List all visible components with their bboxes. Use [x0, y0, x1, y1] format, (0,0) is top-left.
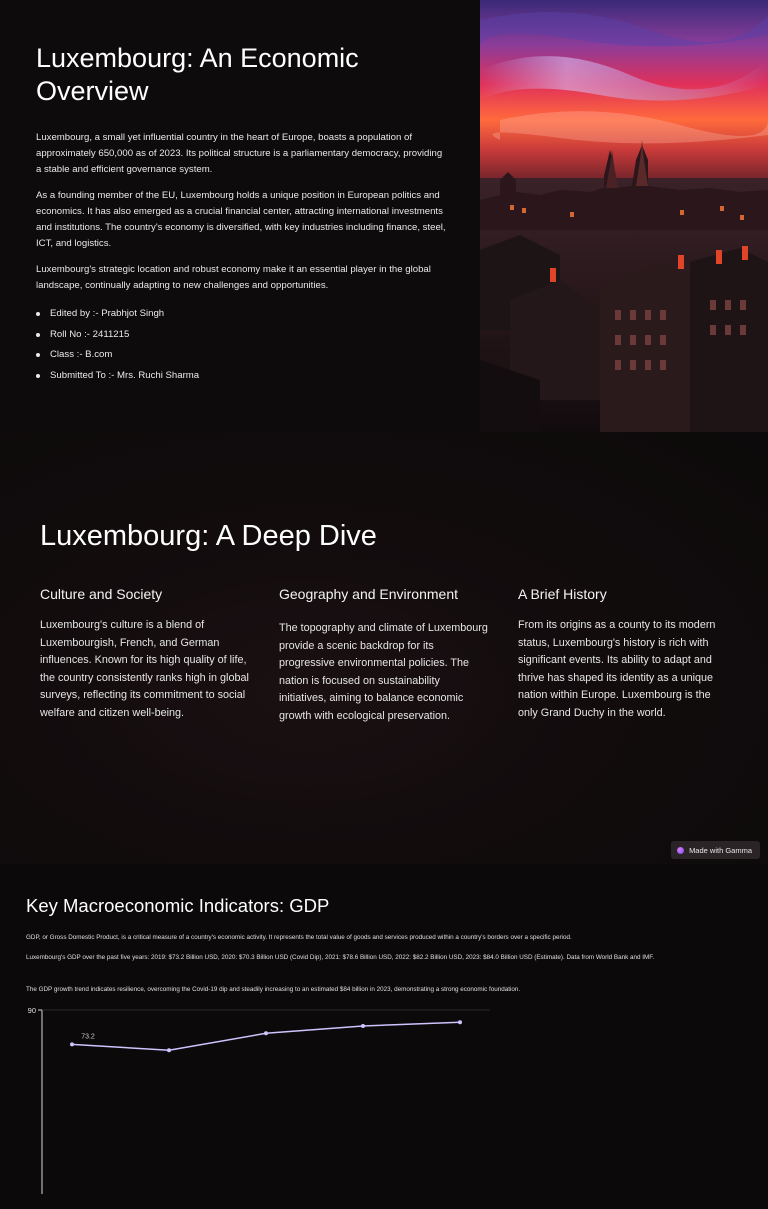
list-item — [36, 325, 446, 346]
slide-deep-dive — [0, 432, 768, 864]
overview-paragraph-3: Luxembourg's strategic location and robust economy make it an essential player in the global landscape, continually adapting to new challenges and opportunities. — [36, 264, 431, 291]
column-history — [518, 586, 728, 723]
gdp-definition: GDP, or Gross Domestic Product, is a critical measure of a country's economic activity. It represents the total value of goods and services produced within a country's borders over a specific period. — [26, 934, 572, 941]
city-skyline-image — [480, 0, 768, 432]
gdp-data-point — [361, 1024, 365, 1028]
gdp-data-point — [167, 1048, 171, 1052]
gdp-title: Key Macroeconomic Indicators: GDP — [26, 895, 330, 916]
gamma-logo-icon — [677, 847, 684, 854]
column-heading: A Brief History — [518, 586, 607, 602]
column-text: Luxembourg's culture is a blend of Luxembourgish, French, and German influences. Known for its high quality of life, the country consistently ranks high in global surveys, reflecting its commitment to social welfare and citizen well-being. — [40, 619, 249, 719]
deep-dive-title: Luxembourg: A Deep Dive — [40, 520, 377, 552]
gdp-data-point — [264, 1031, 268, 1035]
gdp-data-label: 73.2 — [81, 1033, 95, 1041]
gdp-series-line — [72, 1022, 460, 1050]
overview-paragraph-1: Luxembourg, a small yet influential country in the heart of Europe, boasts a population of approximately 650,000 as of 2023. Its political structure is a parliamentary democracy, providing a stable and efficient governance system. — [36, 132, 443, 175]
gdp-data-point — [458, 1020, 462, 1024]
slide-economic-overview — [0, 0, 768, 432]
gdp-data-point — [70, 1042, 74, 1046]
gdp-chart-svg — [14, 1004, 514, 1204]
column-heading: Culture and Society — [40, 586, 163, 602]
gdp-trend: The GDP growth trend indicates resilience, overcoming the Covid-19 dip and steadily increasing to an estimated $84 billion in 2023, demonstrating a strong economic foundation. — [26, 986, 521, 993]
gdp-figures: Luxembourg's GDP over the past five years: 2019: $73.2 Billion USD, 2020: $70.3 Billion USD (Covid Dip), 2021: $78.6 Billion USD, 2022: $82.2 Billion USD, 2023: $84.0 Billion USD (Estimate). Data from World Bank and IMF. — [26, 954, 655, 961]
made-with-gamma-badge[interactable] — [671, 841, 760, 859]
badge-label: Made with Gamma — [689, 845, 752, 855]
detail-roll-no: Roll No :- 2411215 — [50, 328, 130, 340]
slide-gdp-indicators — [0, 864, 768, 1041]
bullet-icon — [36, 312, 40, 316]
list-item — [36, 366, 446, 387]
overview-text-block — [36, 42, 446, 386]
overview-paragraph-2: As a founding member of the EU, Luxembourg holds a unique position in European politics and economics. It has also emerged as a crucial financial center, attracting international investments and institutions. The country's economy is diversified, with key industries including finance, steel, ICT, and logistics. — [36, 190, 446, 249]
gdp-chart — [14, 1004, 514, 1041]
y-tick-label: 90 — [27, 1006, 36, 1015]
detail-submitted-to: Submitted To :- Mrs. Ruchi Sharma — [50, 369, 200, 381]
bullet-icon — [36, 353, 40, 357]
column-geography — [279, 586, 489, 726]
detail-class: Class :- B.com — [50, 349, 113, 360]
detail-editor: Edited by :- Prabhjot Singh — [50, 308, 165, 319]
author-details-list — [36, 304, 446, 386]
column-text: From its origins as a county to its modern status, Luxembourg's history is rich with significant events. Its ability to adapt and thrive has shaped its identity as a unique nation within Europe. Luxembourg is the only Grand Duchy in the world. — [518, 619, 716, 719]
bullet-icon — [36, 374, 40, 378]
list-item — [36, 304, 446, 325]
list-item — [36, 345, 446, 366]
column-culture — [40, 586, 250, 723]
column-text: The topography and climate of Luxembourg provide a scenic backdrop for its progressive environmental policies. The nation is focused on sustainability initiatives, aiming to balance economic growth with ecological preservation. — [279, 622, 488, 722]
bullet-icon — [36, 333, 40, 337]
column-heading: Geography and Environment — [279, 586, 458, 602]
overview-title: Luxembourg: An Economic Overview — [36, 43, 359, 106]
